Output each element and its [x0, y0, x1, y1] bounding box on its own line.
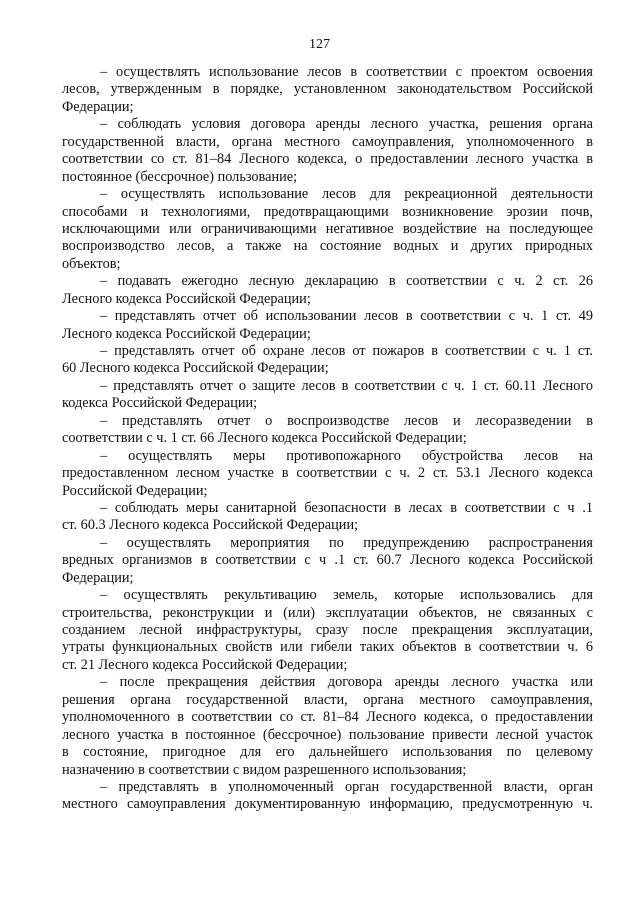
paragraph: [62, 587, 593, 674]
text-line: Федерации;: [62, 569, 134, 586]
text-line: Российской Федерации;: [62, 482, 208, 499]
text-line: уполномоченного в соответствии со ст. 81–84 Лесного кодекса, о предоставлении: [62, 709, 593, 726]
document-body: [62, 64, 593, 814]
paragraph: [62, 535, 593, 587]
text-line: Федерации;: [62, 98, 134, 115]
text-line: – представлять отчет о воспроизводстве лесов и лесоразведении в: [100, 412, 593, 429]
text-line: объектов;: [62, 255, 121, 272]
paragraph: [62, 273, 593, 308]
text-line: постоянное (бессрочное) пользование;: [62, 168, 298, 185]
text-line: лесов, утвержденным в порядке, установленном законодательством Российской: [62, 81, 593, 98]
text-line: исключающими или ограничивающими негативное воздействие на последующее: [62, 220, 593, 237]
text-line: строительства, реконструкции и (или) эксплуатации объектов, не связанных с: [62, 604, 593, 621]
text-line: – соблюдать меры санитарной безопасности в лесах в соответствии с ч .1: [100, 499, 593, 516]
paragraph: [62, 779, 593, 814]
paragraph: [62, 116, 593, 186]
text-line: кодекса Российской Федерации;: [62, 395, 258, 412]
paragraph: [62, 308, 593, 343]
text-line: местного самоуправления документированную информацию, предусмотренную ч.: [62, 796, 593, 813]
paragraph: [62, 413, 593, 448]
text-line: способами и технологиями, предотвращающими возникновение эрозии почв,: [62, 203, 593, 220]
page-number: 127: [309, 37, 330, 52]
text-line: соответствии с ч. 1 ст. 66 Лесного кодекса Российской Федерации;: [62, 430, 467, 447]
text-line: – представлять отчет об использовании лесов в соответствии с ч. 1 ст. 49: [100, 308, 593, 325]
text-line: воспроизводство лесов, а также на состояние водных и других природных: [62, 238, 593, 255]
text-line: Лесного кодекса Российской Федерации;: [62, 325, 311, 342]
text-line: вредных организмов в соответствии с ч .1 ст. 60.7 Лесного кодекса Российской: [62, 552, 593, 569]
text-line: – осуществлять использование лесов для рекреационной деятельности: [100, 186, 593, 203]
text-line: лесного участка в постоянное (бессрочное) пользование привести лесной участок: [62, 726, 593, 743]
text-line: – осуществлять рекультивацию земель, которые использовались для: [100, 587, 593, 604]
text-line: – осуществлять использование лесов в соответствии с проектом освоения: [100, 64, 593, 80]
text-line: в состояние, пригодное для его дальнейшего использования по целевому: [62, 744, 593, 761]
text-line: предоставленном лесном участке в соответствии с ч. 2 ст. 53.1 Лесного кодекса: [62, 465, 593, 482]
text-line: решения органа государственной власти, органа местного самоуправления,: [62, 691, 593, 708]
text-line: 60 Лесного кодекса Российской Федерации;: [62, 360, 329, 377]
text-line: – представлять в уполномоченный орган государственной власти, орган: [100, 778, 593, 795]
paragraph: [62, 186, 593, 273]
text-line: – подавать ежегодно лесную декларацию в соответствии с ч. 2 ст. 26: [100, 273, 593, 290]
paragraph: [62, 64, 593, 116]
text-line: соответствии со ст. 81–84 Лесного кодекса, о предоставлении лесного участка в: [62, 151, 593, 168]
text-line: созданием лесной инфраструктуры, сразу после прекращения эксплуатации,: [62, 622, 593, 638]
text-line: – соблюдать условия договора аренды лесного участка, решения органа: [100, 116, 593, 133]
paragraph: [62, 343, 593, 378]
text-line: – после прекращения действия договора аренды лесного участка или: [100, 674, 593, 691]
text-line: – представлять отчет о защите лесов в соответствии с ч. 1 ст. 60.11 Лесного: [100, 377, 593, 394]
text-line: Лесного кодекса Российской Федерации;: [62, 290, 311, 307]
text-line: – осуществлять меры противопожарного обустройства лесов на: [100, 447, 593, 464]
text-line: государственной власти, органа местного самоуправления, уполномоченного в: [62, 133, 593, 150]
paragraph: [62, 674, 593, 779]
text-line: ст. 21 Лесного кодекса Российской Федерации;: [62, 656, 348, 673]
paragraph: [62, 500, 593, 535]
text-line: утраты функциональных свойств или гибели таких объектов в соответствии ч. 6: [62, 639, 593, 656]
text-line: – осуществлять мероприятия по предупреждению распространения: [100, 534, 593, 551]
text-line: назначению в соответствии с видом разрешенного использования;: [62, 761, 467, 778]
paragraph: [62, 378, 593, 413]
text-line: – представлять отчет об охране лесов от пожаров в соответствии с ч. 1 ст.: [100, 343, 593, 359]
text-line: ст. 60.3 Лесного кодекса Российской Федерации;: [62, 517, 359, 534]
paragraph: [62, 448, 593, 500]
